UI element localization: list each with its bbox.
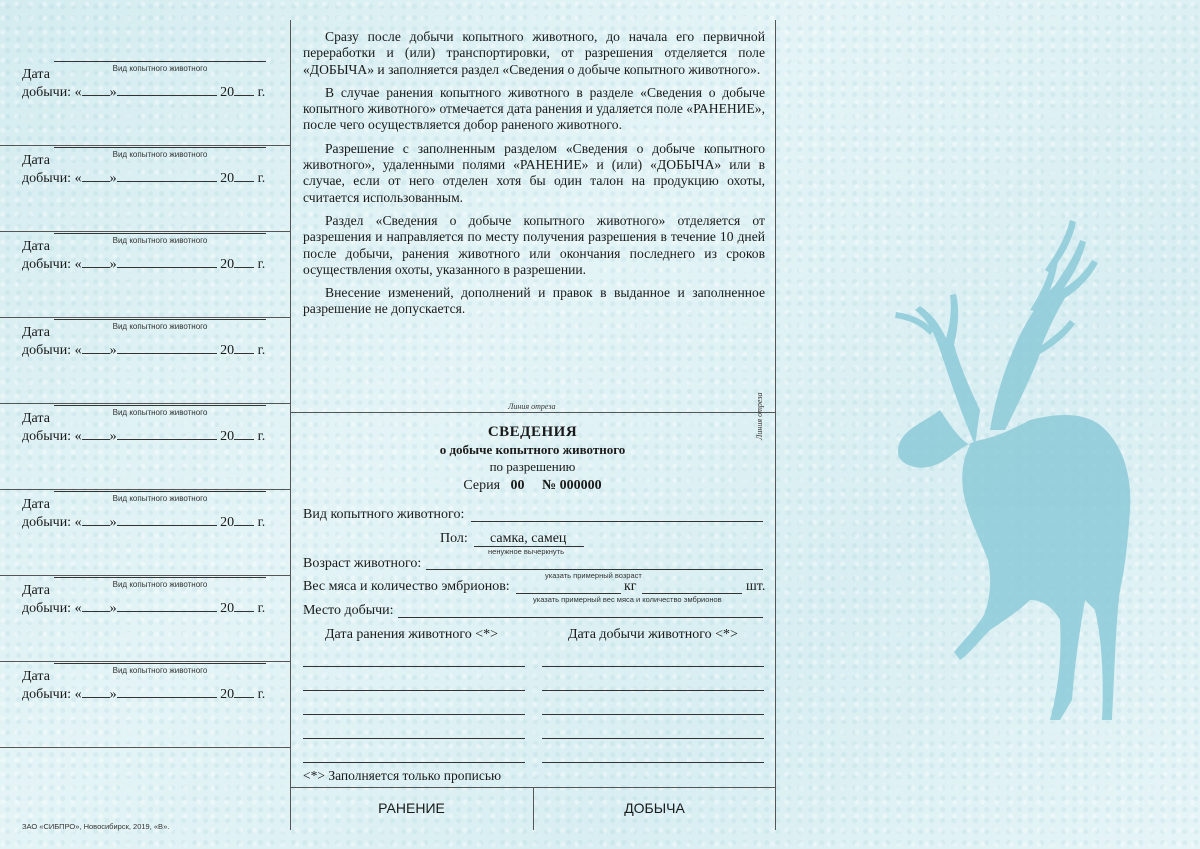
month-field[interactable] (117, 428, 217, 440)
day-field[interactable] (82, 84, 110, 96)
kill-date-row (22, 84, 265, 101)
month-field[interactable] (117, 84, 217, 96)
animal-kind-caption: Вид копытного животного (112, 236, 208, 245)
animal-kind-field[interactable] (471, 521, 763, 522)
number-label: № (542, 478, 557, 493)
month-field[interactable] (117, 600, 217, 612)
animal-kind-line[interactable] (54, 319, 266, 320)
form-title: СВЕДЕНИЯ (487, 424, 578, 440)
place-label: Место добычи: (303, 603, 394, 618)
kill-date-row (22, 600, 265, 617)
age-label: Возраст животного: (303, 556, 422, 571)
animal-kind-line[interactable] (54, 663, 266, 664)
animal-kind-caption: Вид копытного животного (112, 580, 208, 589)
year-suffix: г. (257, 687, 266, 702)
wound-date-line[interactable] (303, 762, 525, 763)
instruction-paragraph: Раздел «Сведения о добыче копытного животного» отделяется от разрешения и направляется по месту получения разрешения в течение 10 дней после добычи, ранения животного или окончания последнего из сроков осуществления охоты, указанного в разрешении. (303, 212, 765, 277)
wound-date-line[interactable] (303, 690, 525, 691)
sex-hint: ненужное вычеркнуть (488, 547, 565, 556)
day-field[interactable] (82, 342, 110, 354)
month-field[interactable] (117, 686, 217, 698)
weight-hint: указать примерный вес мяса и количество эмбрионов (533, 595, 722, 604)
day-field[interactable] (82, 686, 110, 698)
instructions-text (303, 29, 765, 325)
kill-date-stub (0, 313, 290, 398)
cut-line-label-horizontal: Линия отреза (508, 402, 556, 411)
reindeer-watermark (880, 160, 1140, 740)
animal-kind-caption: Вид копытного животного (112, 322, 208, 331)
day-field[interactable] (82, 428, 110, 440)
animal-kind-caption: Вид копытного животного (112, 150, 208, 159)
year-prefix: 20 (220, 343, 235, 358)
date-label: Дата (22, 153, 50, 168)
kill-mid: » (109, 343, 117, 358)
kill-date-stub (0, 399, 290, 484)
day-field[interactable] (82, 514, 110, 526)
instruction-paragraph: Сразу после добычи копытного животного, до начала его первичной переработки и (или) транспортировки, от разрешения отделяется поле «ДОБЫЧА» и заполняется раздел «Сведения о добыче копытного животного». (303, 29, 765, 77)
kill-date-stub (0, 55, 290, 140)
weight-label: Вес мяса и количество эмбрионов: (303, 579, 510, 594)
kill-date-row (22, 170, 265, 187)
year-suffix: г. (257, 601, 266, 616)
wound-date-line[interactable] (303, 714, 525, 715)
year-suffix: г. (257, 257, 266, 272)
year-prefix: 20 (220, 85, 235, 100)
pcs-unit: шт. (746, 579, 766, 594)
animal-kind-line[interactable] (54, 233, 266, 234)
day-field[interactable] (82, 170, 110, 182)
right-cut-line (775, 20, 776, 830)
wound-field[interactable]: РАНЕНИЕ (378, 800, 445, 816)
date-label: Дата (22, 497, 50, 512)
kill-mid: » (109, 429, 117, 444)
year-prefix: 20 (220, 429, 235, 444)
year-prefix: 20 (220, 515, 235, 530)
month-field[interactable] (117, 514, 217, 526)
year-field[interactable] (234, 342, 254, 354)
stub-separator (0, 747, 290, 748)
kill-date-stub (0, 141, 290, 226)
kill-date-line[interactable] (542, 690, 764, 691)
kill-date-stub (0, 657, 290, 742)
year-field[interactable] (234, 428, 254, 440)
animal-kind-line[interactable] (54, 147, 266, 148)
instruction-paragraph: Внесение изменений, дополнений и правок в выданное и заполненное разрешение не допускается. (303, 285, 765, 317)
wound-date-line[interactable] (303, 738, 525, 739)
kill-prefix: добычи: « (22, 343, 82, 358)
form-subtitle: о добыче копытного животного (439, 442, 626, 457)
year-field[interactable] (234, 686, 254, 698)
age-hint: указать примерный возраст (545, 571, 642, 580)
kill-date-stub (0, 227, 290, 312)
animal-kind-line[interactable] (54, 491, 266, 492)
animal-kind-caption: Вид копытного животного (112, 494, 208, 503)
sex-label: Пол: (440, 531, 468, 546)
kill-prefix: добычи: « (22, 171, 82, 186)
year-prefix: 20 (220, 601, 235, 616)
kill-date-header: Дата добычи животного <*> (568, 627, 738, 642)
animal-kind-line[interactable] (54, 61, 266, 62)
instruction-paragraph: Разрешение с заполненным разделом «Сведения о добыче копытного животного», удаленными полями «РАНЕНИЕ» и (или) «ДОБЫЧА» или в случае, если от него отделен хотя бы один талон на продукцию охоты, считается использованным. (303, 140, 765, 205)
date-label: Дата (22, 325, 50, 340)
year-suffix: г. (257, 429, 266, 444)
date-label: Дата (22, 411, 50, 426)
year-field[interactable] (234, 514, 254, 526)
embryo-count-field[interactable] (642, 593, 742, 594)
kill-date-line[interactable] (542, 666, 764, 667)
animal-kind-line[interactable] (54, 405, 266, 406)
kill-date-stub (0, 485, 290, 570)
horizontal-cut-line (290, 412, 775, 413)
date-label: Дата (22, 67, 50, 82)
kill-date-line[interactable] (542, 714, 764, 715)
kill-date-row (22, 514, 265, 531)
kill-prefix: добычи: « (22, 601, 82, 616)
wound-date-line[interactable] (303, 666, 525, 667)
series-label: Серия (463, 478, 501, 493)
month-field[interactable] (117, 170, 217, 182)
weight-field[interactable] (516, 593, 621, 594)
kill-field[interactable]: ДОБЫЧА (624, 800, 685, 816)
kill-prefix: добычи: « (22, 257, 82, 272)
date-label: Дата (22, 239, 50, 254)
date-label: Дата (22, 669, 50, 684)
kg-unit: кг (624, 579, 637, 594)
number-value: 000000 (559, 478, 602, 493)
kill-date-row (22, 256, 265, 273)
year-field[interactable] (234, 84, 254, 96)
form-permit-label: по разрешению (489, 459, 576, 474)
animal-kind-caption: Вид копытного животного (112, 408, 208, 417)
kill-prefix: добычи: « (22, 515, 82, 530)
printer-footer: ЗАО «СИБПРО», Новосибирск, 2019, «В». (22, 822, 170, 831)
kill-mid: » (109, 515, 117, 530)
kill-date-row (22, 686, 265, 703)
kill-prefix: добычи: « (22, 85, 82, 100)
year-suffix: г. (257, 343, 266, 358)
cut-line-label-vertical: Линия отреза (755, 392, 764, 440)
series-number (290, 478, 775, 494)
year-suffix: г. (257, 171, 266, 186)
kill-date-line[interactable] (542, 738, 764, 739)
kill-date-row (22, 342, 265, 359)
year-field[interactable] (234, 170, 254, 182)
sex-value[interactable]: самка, самец (490, 531, 567, 546)
animal-kind-caption: Вид копытного животного (112, 666, 208, 675)
age-field[interactable] (426, 569, 763, 570)
year-prefix: 20 (220, 687, 235, 702)
kill-date-line[interactable] (542, 762, 764, 763)
month-field[interactable] (117, 256, 217, 268)
kill-mid: » (109, 85, 117, 100)
animal-kind-caption: Вид копытного животного (112, 64, 208, 73)
day-field[interactable] (82, 600, 110, 612)
kill-mid: » (109, 601, 117, 616)
kill-prefix: добычи: « (22, 687, 82, 702)
series-value: 00 (510, 478, 525, 493)
year-suffix: г. (257, 515, 266, 530)
day-field[interactable] (82, 256, 110, 268)
kill-mid: » (109, 687, 117, 702)
kill-date-row (22, 428, 265, 445)
footnote: <*> Заполняется только прописью (303, 768, 502, 783)
kill-mid: » (109, 257, 117, 272)
kill-prefix: добычи: « (22, 429, 82, 444)
place-field[interactable] (398, 617, 763, 618)
year-field[interactable] (234, 600, 254, 612)
year-prefix: 20 (220, 257, 235, 272)
date-label: Дата (22, 583, 50, 598)
wound-date-header: Дата ранения животного <*> (325, 627, 499, 642)
kill-date-stub (0, 571, 290, 656)
month-field[interactable] (117, 342, 217, 354)
year-prefix: 20 (220, 171, 235, 186)
animal-kind-label: Вид копытного животного: (303, 507, 465, 522)
animal-kind-line[interactable] (54, 577, 266, 578)
year-field[interactable] (234, 256, 254, 268)
year-suffix: г. (257, 85, 266, 100)
kill-mid: » (109, 171, 117, 186)
instruction-paragraph: В случае ранения копытного животного в разделе «Сведения о добыче копытного животного» отмечается дата ранения и удаляется поле «РАНЕНИЕ», после чего осуществляется добор раненого животного. (303, 84, 765, 133)
